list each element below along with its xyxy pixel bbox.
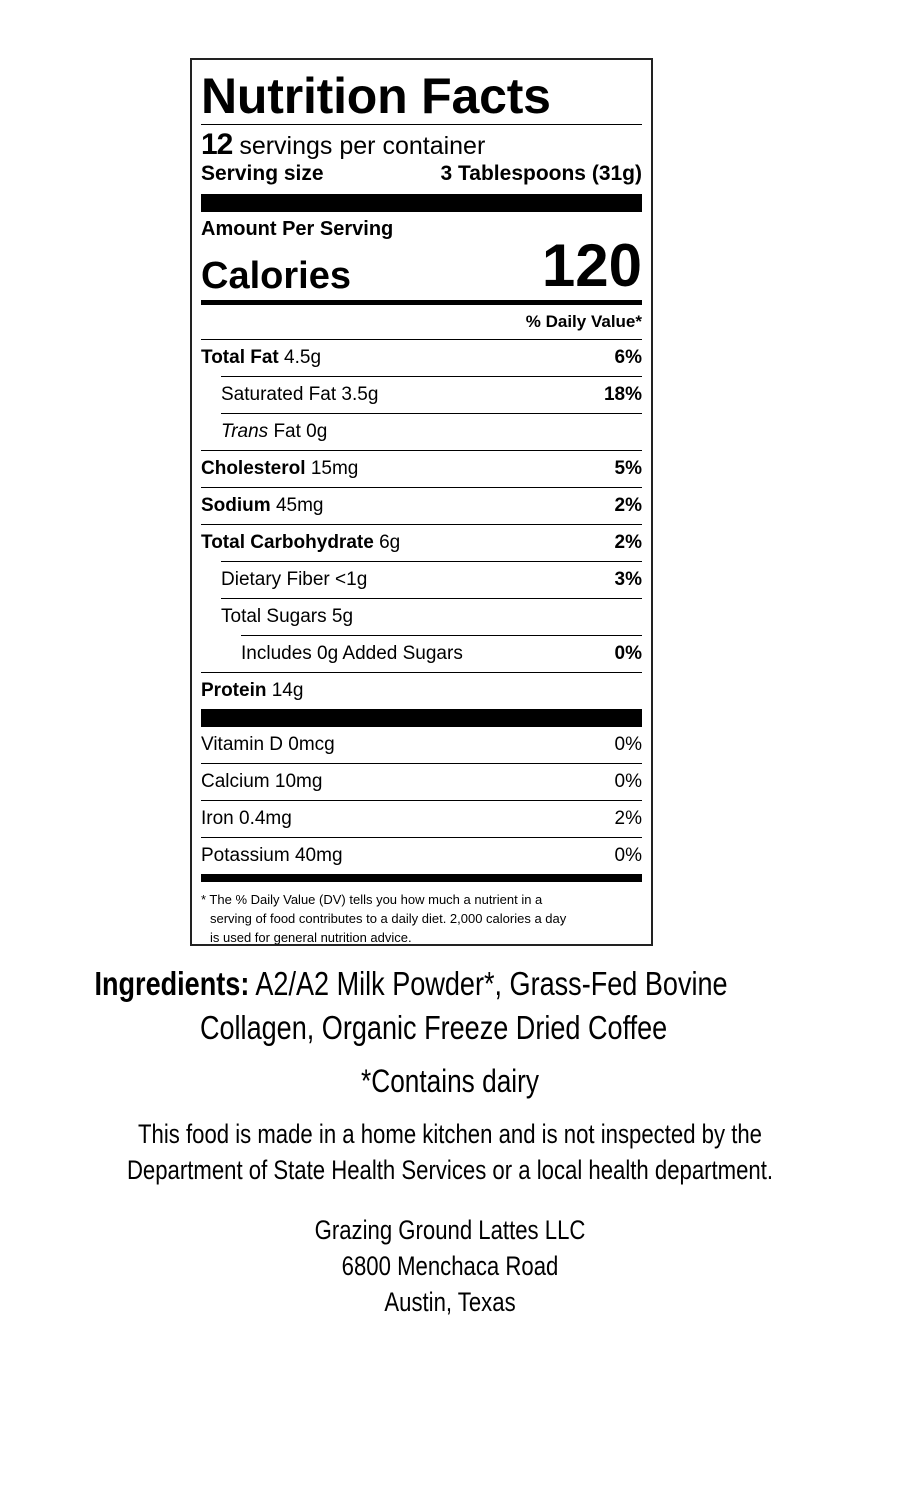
footnote-line: serving of food contributes to a daily diet. 2,000 calories a day: [210, 911, 567, 926]
nutrient-amount: 15mg: [310, 458, 359, 479]
nutrient-name: [201, 532, 400, 554]
nutrient-dv: 0%: [614, 643, 642, 664]
nutrient-amount: 14g: [271, 680, 304, 701]
nutrient-row-dietary-fiber: [221, 562, 642, 598]
allergen-statement: *Contains dairy: [361, 1063, 539, 1099]
company-city: Austin, Texas: [384, 1287, 516, 1317]
company-address: [81, 1212, 819, 1320]
company-name: Grazing Ground Lattes LLC: [314, 1215, 586, 1245]
nutrient-row-total-carbohydrate: [201, 525, 642, 561]
vitamin-row-iron: [201, 801, 642, 837]
nutrient-label-italic: Trans: [221, 421, 269, 442]
nutrient-name: Saturated Fat 3.5g: [221, 384, 379, 405]
nutrient-amount: 4.5g: [284, 347, 322, 368]
thick-divider: [201, 194, 642, 212]
footnote-line: is used for general nutrition advice.: [210, 930, 412, 945]
vitamin-dv: 0%: [614, 771, 642, 792]
calories-label: Calories: [201, 255, 351, 297]
nutrient-row-cholesterol: [201, 451, 642, 487]
vitamin-name: Calcium 10mg: [201, 771, 323, 792]
thick-divider: [201, 709, 642, 727]
vitamin-row-potassium: [201, 838, 642, 874]
divider: [201, 124, 642, 125]
nutrient-dv: 3%: [614, 569, 642, 590]
nutrient-row-protein: [201, 673, 642, 709]
vitamin-row-calcium: [201, 764, 642, 800]
company-street: 6800 Menchaca Road: [341, 1251, 559, 1281]
ingredients-line: [81, 962, 819, 1006]
nutrient-name: Dietary Fiber <1g: [221, 569, 368, 590]
ingredients-label: Ingredients:: [94, 965, 250, 1002]
home-kitchen-notice: [81, 1116, 819, 1188]
nutrient-label: Total Fat: [201, 347, 279, 368]
servings-per-container: [201, 128, 642, 161]
nutrient-name: [201, 495, 323, 517]
nutrient-label: Fat 0g: [273, 421, 328, 442]
vitamin-row-vitamin-d: [201, 727, 642, 763]
vitamin-name: Potassium 40mg: [201, 845, 343, 866]
nutrient-dv: 2%: [614, 495, 642, 516]
nutrient-name: Includes 0g Added Sugars: [241, 643, 463, 664]
footnote-line: * The % Daily Value (DV) tells you how much a nutrient in a: [201, 892, 543, 907]
ingredients-line: Collagen, Organic Freeze Dried Coffee: [199, 1009, 668, 1046]
daily-value-header: % Daily Value*: [525, 312, 642, 331]
nutrient-dv: 6%: [614, 347, 642, 368]
servings-text: servings per container: [239, 132, 486, 160]
nutrient-label: Cholesterol: [201, 458, 306, 479]
nutrient-row-added-sugars: [241, 636, 642, 672]
vitamin-dv: 2%: [614, 808, 642, 829]
serving-size-value: 3 Tablespoons (31g): [440, 162, 642, 185]
serving-size-label: Serving size: [201, 162, 324, 185]
nutrient-name: [201, 680, 303, 702]
nutrient-row-saturated-fat: [221, 377, 642, 413]
nutrition-facts-label: [190, 58, 653, 946]
vitamin-dv: 0%: [614, 845, 642, 866]
calories-row: [201, 232, 642, 300]
amount-per-serving: Amount Per Serving: [201, 218, 394, 240]
calories-value: 120: [541, 232, 642, 299]
nutrition-facts-title: Nutrition Facts: [201, 68, 551, 124]
nutrient-row-trans-fat: [221, 414, 642, 450]
vitamin-dv: 0%: [614, 734, 642, 755]
ingredients-block: [81, 962, 819, 1050]
nutrient-row-total-fat: [201, 340, 642, 376]
nutrient-name: Total Sugars 5g: [221, 606, 354, 627]
vitamin-name: Vitamin D 0mcg: [201, 734, 335, 755]
nutrient-row-total-sugars: [221, 599, 642, 635]
nutrient-label: Sodium: [201, 495, 271, 516]
nutrient-dv: 2%: [614, 532, 642, 553]
medium-divider: [201, 874, 642, 882]
nutrient-dv: 5%: [614, 458, 642, 479]
nutrient-dv: 18%: [603, 384, 642, 405]
nutrient-label: Protein: [201, 680, 267, 701]
notice-line: Department of State Health Services or a local health department.: [126, 1155, 774, 1185]
ingredients-text: A2/A2 Milk Powder*, Grass-Fed Bovine: [249, 965, 728, 1002]
serving-size-row: [201, 160, 642, 194]
nutrient-name: [201, 458, 358, 480]
nutrient-amount: 45mg: [275, 495, 324, 516]
nutrient-amount: 6g: [379, 532, 401, 553]
nutrient-name: [201, 347, 321, 369]
servings-number: 12: [201, 128, 233, 161]
vitamin-name: Iron 0.4mg: [201, 808, 292, 829]
nutrient-name: [221, 421, 327, 443]
daily-value-footnote: [201, 882, 642, 947]
notice-line: This food is made in a home kitchen and is not inspected by the: [138, 1119, 762, 1149]
nutrient-label: Total Carbohydrate: [201, 532, 374, 553]
nutrient-row-sodium: [201, 488, 642, 524]
